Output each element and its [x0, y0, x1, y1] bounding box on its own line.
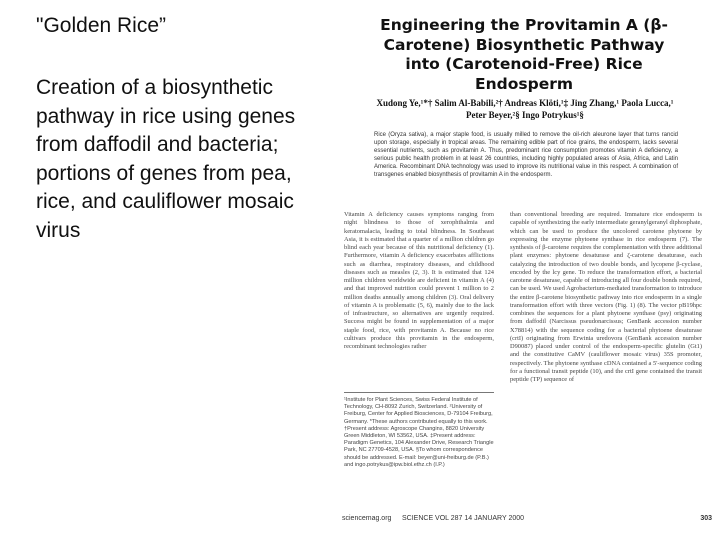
footer-site: sciencemag.org — [342, 515, 392, 522]
slide-title: "Golden Rice” — [36, 14, 167, 37]
footnote-divider — [344, 392, 494, 393]
paper-body-right-column: than conventional breeding are required. Immature rice endosperm is capable of synthesizing the early intermediate geranylgeranyl diphosphate, which can be used to produce the uncolored carotene phytoene by expressing the enzyme phytoene synthase in rice endosperm (7). The synthesis of β-carotene requires the complementation with three additional plant enzymes: phytoene desaturase and ζ-carotene desaturase, each catalyzing the introduction of two double bonds, and lycopene β-cyclase, encoded by the lcy gene. To reduce the transformation effort, a bacterial carotene desaturase, capable of introducing all four double bonds required, can be used. We used Agrobacterium-mediated transformation to introduce the entire β-carotene biosynthetic pathway into rice endosperm in a single transformation effort with three vectors (Fig. 1) (8). The vector pB19hpc combines the sequences for a plant phytoene synthase (psy) originating from daffodil (Narcissus pseudonarcissus; GenBank accession number X78814) with the sequence coding for a bacterial phytoene desaturase (crtI) originating from Erwinia uredovora (GenBank accession number D90087) placed under control of the endosperm-specific glutelin (Gt1) and the constitutive CaMV (cauliflower mosaic virus) 35S promoter, respectively. The phytoene synthase cDNA contained a 5'-sequence coding for a functional transit peptide (10), and the crtI gene contained the transit peptide (TP) sequence of — [510, 211, 702, 383]
paper-title: Engineering the Provitamin A (β-Carotene) Biosynthetic Pathway into (Carotenoid-Free) Rice Endosperm — [380, 16, 668, 93]
paper-authors: Xudong Ye,¹*† Salim Al-Babili,²† Andreas Klöti,¹‡ Jing Zhang,¹ Paola Lucca,¹ Peter Beyer,²§ Ingo Potrykus¹§ — [376, 98, 674, 120]
footer-page-number: 303 — [700, 515, 712, 522]
paper-body-left-column: Vitamin A deficiency causes symptoms ranging from night blindness to those of xerophthalmia and keratomalacia, leading to total blindness. In Southeast Asia, it is estimated that a quarter of a million children go blind each year because of this nutritional deficiency (1). Furthermore, vitamin A deficiency exacerbates afflictions such as diarrhea, respiratory diseases, and childhood diseases such as measles (2, 3). It is estimated that 124 million children worldwide are deficient in vitamin A (4) and that improved nutrition could prevent 1 million to 2 million deaths annually among children (3). Oral delivery of vitamin A is problematic (5, 6), mainly due to the lack of infrastructure, so alternatives are urgently required. Success might be found in supplementation of a major staple food, rice, with provitamin A. Because no rice cultivars produce this provitamin in the endosperm, recombinant technologies rather — [344, 211, 494, 350]
paper-affiliations: ¹Institute for Plant Sciences, Swiss Federal Institute of Technology, CH-8092 Zurich, Switzerland. ²University of Freiburg, Center for Applied Biosciences, D-79104 Freiburg, Germany. *These authors contributed equally to this work. †Present address: Agroscope Changins, 8820 University Green Middleton, WI 53562, USA. ‡Present address: Paradigm Genetics, 104 Alexander Drive, Research Triangle Park, NC 27709-4528, USA. §To whom correspondence should be addressed. E-mail: beyer@uni-freiburg.de (P.B.) and ingo.potrykus@ipw.biol.ethz.ch (I.P.) — [344, 397, 494, 468]
slide-body-text: Creation of a biosynthetic pathway in rice using genes from daffodil and bacteria; portions of genes from pea, rice, and cauliflower mosaic virus — [36, 76, 296, 242]
paper-image — [330, 0, 720, 540]
footer-journal: SCIENCE VOL 287 14 JANUARY 2000 — [402, 515, 525, 522]
paper-abstract: Rice (Oryza sativa), a major staple food, is usually milled to remove the oil-rich aleurone layer that turns rancid upon storage, especially in tropical areas. The remaining edible part of rice grains, the endosperm, lacks several essential nutrients, such as provitamin A. Thus, predominant rice consumption promotes vitamin A deficiency, a serious public health problem in at least 26 countries, including highly populated areas of Asia, Africa, and Latin America. Recombinant DNA technology was used to improve its nutritional value in this respect. A combination of transgenes enabled biosynthesis of provitamin A in the endosperm. — [374, 132, 678, 179]
